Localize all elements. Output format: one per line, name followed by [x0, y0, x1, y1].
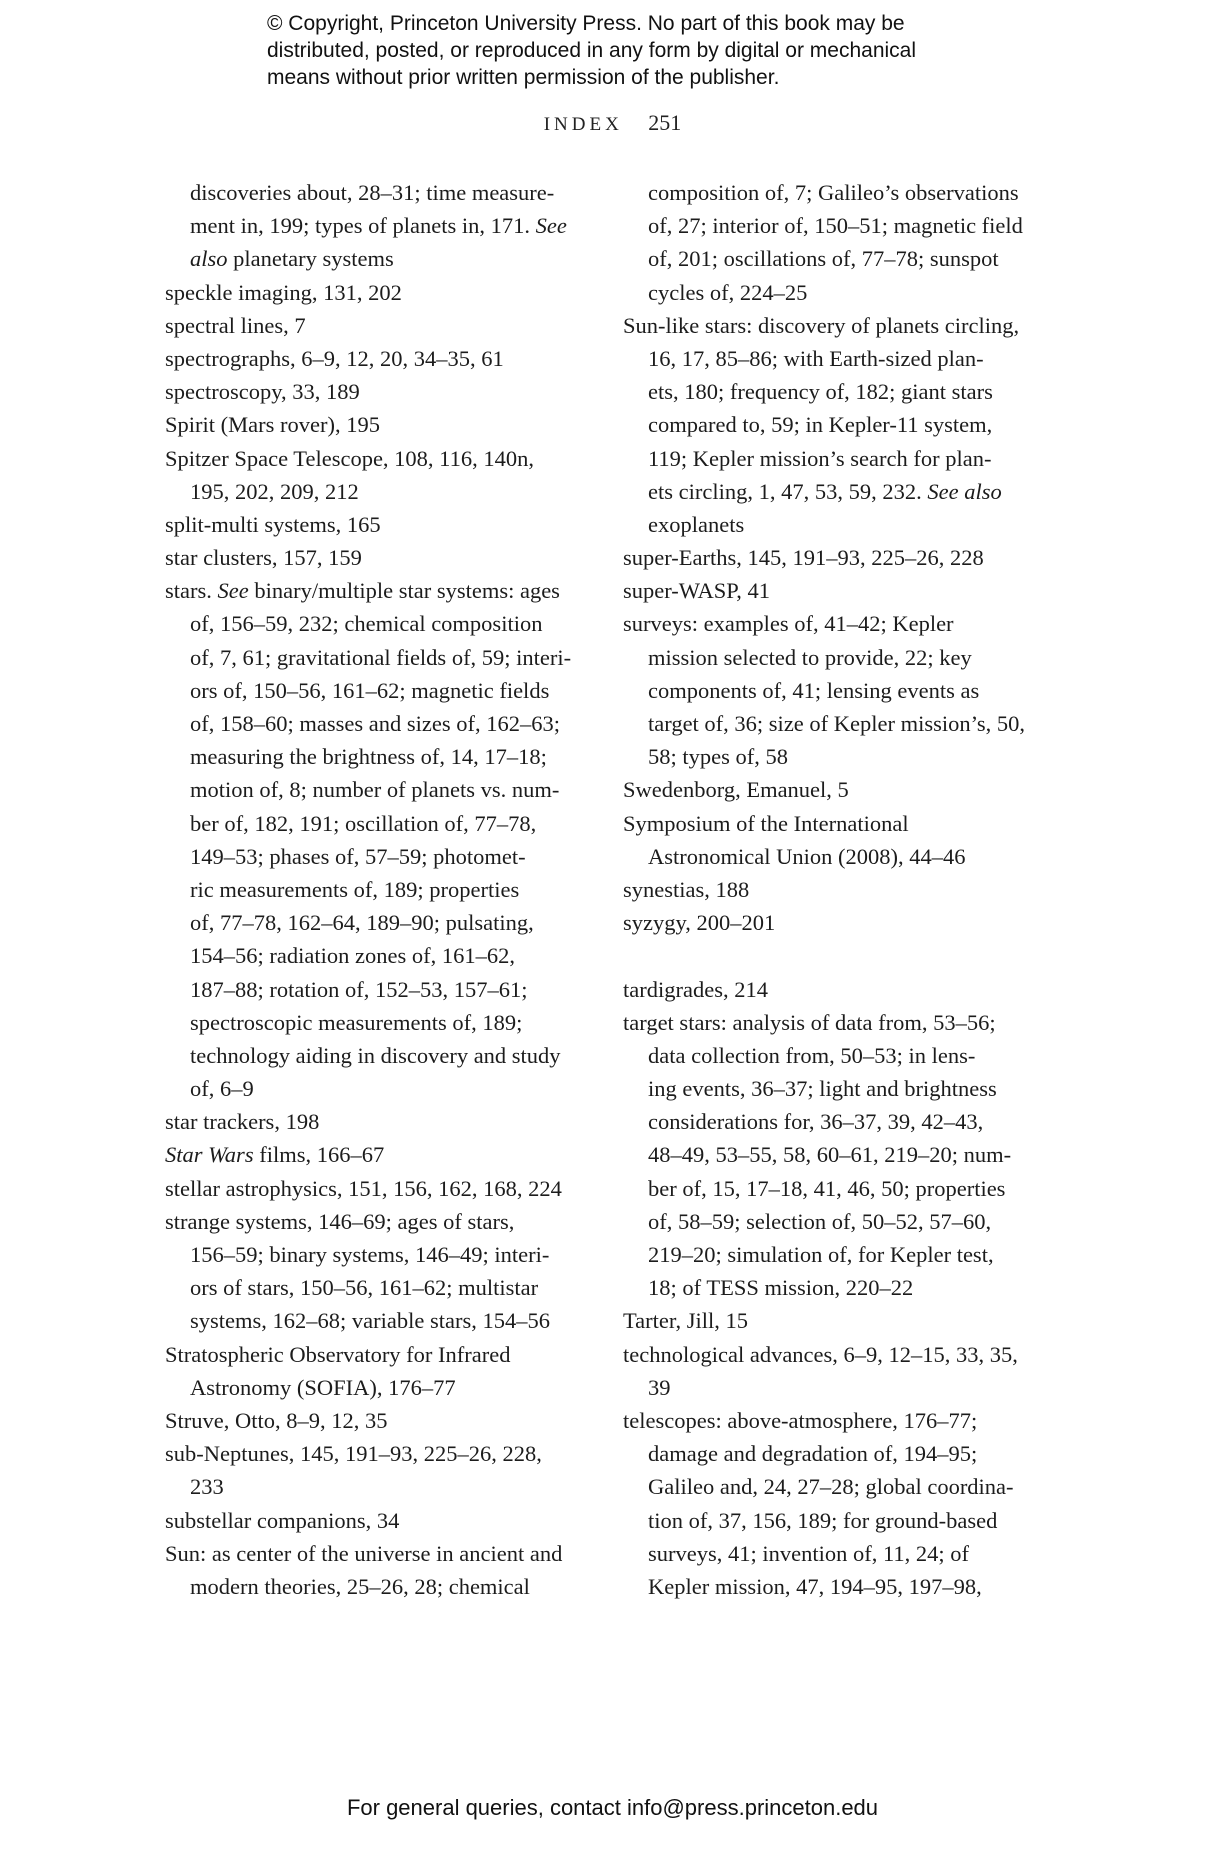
index-subentry-line: considerations for, 36–37, 39, 42–43, — [648, 1109, 984, 1135]
index-subentry-line: surveys, 41; invention of, 11, 24; of — [648, 1540, 970, 1566]
index-subentry-line: 156–59; binary systems, 146–49; interi- — [190, 1242, 550, 1267]
index-entry-line: stellar astrophysics, 151, 156, 162, 168, 224 — [165, 1175, 562, 1201]
copyright-line: means without prior written permission of the publisher. — [267, 66, 780, 89]
index-subentry-line: spectroscopic measurements of, 189; — [190, 1009, 523, 1035]
copyright-line: distributed, posted, or reproduced in any form by digital or mechanical — [267, 39, 917, 62]
index-entry-line: strange systems, 146–69; ages of stars, — [165, 1208, 515, 1234]
index-subentry-line: 149–53; phases of, 57–59; photomet- — [190, 843, 526, 869]
index-column-left — [165, 176, 585, 1603]
index-entry-line: Tarter, Jill, 15 — [623, 1308, 748, 1334]
index-entry-line: speckle imaging, 131, 202 — [165, 279, 402, 305]
index-subentry-line: ors of, 150–56, 161–62; magnetic fields — [190, 677, 550, 703]
index-subentry-line: compared to, 59; in Kepler-11 system, — [648, 412, 993, 438]
index-subentry-line: 18; of TESS mission, 220–22 — [648, 1275, 914, 1301]
index-entry-line: spectroscopy, 33, 189 — [165, 379, 360, 405]
index-subentry-line: Galileo and, 24, 27–28; global coordina- — [648, 1474, 1014, 1500]
copyright-line: © Copyright, Princeton University Press. No part of this book may be — [267, 12, 905, 35]
index-entry-line — [623, 939, 1043, 972]
index-entry-line: super-WASP, 41 — [623, 578, 771, 604]
index-entry-line: Symposium of the International — [623, 810, 909, 836]
index-subentry-line: ors of stars, 150–56, 161–62; multistar — [190, 1275, 539, 1301]
index-subentry-line: also planetary systems — [190, 246, 394, 272]
index-subentry-line: components of, 41; lensing events as — [648, 677, 980, 703]
index-subentry-line: technology aiding in discovery and study — [190, 1042, 561, 1068]
index-subentry-line: ets, 180; frequency of, 182; giant stars — [648, 379, 993, 405]
index-entry-line: technological advances, 6–9, 12–15, 33, 35, — [623, 1341, 1018, 1367]
index-entry-line: target stars: analysis of data from, 53–56; — [623, 1009, 996, 1035]
index-subentry-line: composition of, 7; Galileo’s observations — [648, 180, 1019, 205]
index-subentry-line: 16, 17, 85–86; with Earth-sized plan- — [648, 345, 984, 371]
index-entry-line: Struve, Otto, 8–9, 12, 35 — [165, 1407, 388, 1433]
index-entry-line: tardigrades, 214 — [623, 976, 768, 1002]
index-entry-line: telescopes: above-atmosphere, 176–77; — [623, 1407, 978, 1433]
index-entry-line: spectrographs, 6–9, 12, 20, 34–35, 61 — [165, 345, 504, 371]
index-subentry-line: of, 156–59, 232; chemical composition — [190, 611, 543, 637]
running-head — [0, 110, 1225, 136]
index-subentry-line: of, 58–59; selection of, 50–52, 57–60, — [648, 1208, 992, 1234]
index-subentry-line: tion of, 37, 156, 189; for ground-based — [648, 1507, 998, 1533]
index-subentry-line: discoveries about, 28–31; time measure- — [190, 180, 555, 205]
index-subentry-line: mission selected to provide, 22; key — [648, 644, 972, 670]
index-subentry-line: 39 — [648, 1374, 671, 1400]
index-entry-line: spectral lines, 7 — [165, 312, 306, 338]
index-entry-line: Sun-like stars: discovery of planets circling, — [623, 312, 1020, 338]
section-title: INDEX — [543, 114, 623, 135]
page-number: 251 — [648, 110, 682, 135]
index-column-right — [623, 176, 1043, 1603]
index-subentry-line: target of, 36; size of Kepler mission’s, 50, — [648, 711, 1026, 736]
index-entry-line: surveys: examples of, 41–42; Kepler — [623, 611, 954, 637]
index-subentry-line: of, 27; interior of, 150–51; magnetic field — [648, 213, 1023, 239]
index-subentry-line: data collection from, 50–53; in lens- — [648, 1042, 976, 1068]
index-subentry-line: 154–56; radiation zones of, 161–62, — [190, 943, 515, 969]
index-subentry-line: of, 6–9 — [190, 1076, 254, 1102]
index-entry-line: Stratospheric Observatory for Infrared — [165, 1341, 511, 1367]
index-subentry-line: measuring the brightness of, 14, 17–18; — [190, 744, 547, 770]
index-subentry-line: ment in, 199; types of planets in, 171. See — [190, 213, 567, 239]
index-subentry-line: Kepler mission, 47, 194–95, 197–98, — [648, 1573, 982, 1599]
index-subentry-line: 187–88; rotation of, 152–53, 157–61; — [190, 976, 528, 1002]
index-subentry-line: ing events, 36–37; light and brightness — [648, 1076, 997, 1102]
index-subentry-line: ber of, 182, 191; oscillation of, 77–78, — [190, 810, 537, 836]
index-subentry-line: exoplanets — [648, 511, 745, 537]
index-entry-line: super-Earths, 145, 191–93, 225–26, 228 — [623, 545, 984, 571]
index-entry-line: syzygy, 200–201 — [623, 910, 776, 936]
index-subentry-line: systems, 162–68; variable stars, 154–56 — [190, 1308, 550, 1334]
index-subentry-line: 58; types of, 58 — [648, 744, 788, 770]
copyright-notice — [267, 10, 1027, 91]
index-entry-line: Star Wars films, 166–67 — [165, 1142, 385, 1168]
index-subentry-line: Astronomy (SOFIA), 176–77 — [190, 1374, 456, 1400]
index-entry-line: Sun: as center of the universe in ancient and — [165, 1540, 563, 1566]
index-entry-line: stars. See binary/multiple star systems: ages — [165, 578, 560, 604]
index-subentry-line: 48–49, 53–55, 58, 60–61, 219–20; num- — [648, 1142, 1012, 1168]
index-subentry-line: Astronomical Union (2008), 44–46 — [648, 843, 966, 869]
index-subentry-line: ets circling, 1, 47, 53, 59, 232. See also — [648, 478, 1002, 504]
index-subentry-line: 119; Kepler mission’s search for plan- — [648, 445, 992, 471]
index-subentry-line: cycles of, 224–25 — [648, 279, 808, 305]
index-subentry-line: damage and degradation of, 194–95; — [648, 1441, 978, 1467]
index-entry-line: substellar companions, 34 — [165, 1507, 400, 1533]
index-entry-line: sub-Neptunes, 145, 191–93, 225–26, 228, — [165, 1441, 542, 1467]
index-subentry-line: of, 201; oscillations of, 77–78; sunspot — [648, 246, 999, 272]
index-entry-line: star clusters, 157, 159 — [165, 545, 362, 571]
index-subentry-line: of, 7, 61; gravitational fields of, 59; interi- — [190, 644, 572, 670]
index-subentry-line: of, 158–60; masses and sizes of, 162–63; — [190, 711, 560, 736]
index-entry-line: Swedenborg, Emanuel, 5 — [623, 777, 849, 803]
index-subentry-line: motion of, 8; number of planets vs. num- — [190, 777, 560, 803]
index-entry-line: synestias, 188 — [623, 876, 750, 902]
index-entry-line: Spirit (Mars rover), 195 — [165, 412, 380, 438]
index-entry-line: split-multi systems, 165 — [165, 511, 381, 537]
index-subentry-line: 219–20; simulation of, for Kepler test, — [648, 1242, 994, 1267]
index-subentry-line: modern theories, 25–26, 28; chemical — [190, 1573, 530, 1599]
footer-contact: For general queries, contact info@press.princeton.edu — [346, 1795, 879, 1820]
index-entry-line: Spitzer Space Telescope, 108, 116, 140n, — [165, 445, 534, 471]
index-subentry-line: 233 — [190, 1474, 224, 1500]
index-subentry-line: ber of, 15, 17–18, 41, 46, 50; properties — [648, 1175, 1006, 1201]
index-subentry-line: of, 77–78, 162–64, 189–90; pulsating, — [190, 910, 534, 936]
index-entry-line: star trackers, 198 — [165, 1109, 320, 1135]
index-subentry-line: 195, 202, 209, 212 — [190, 478, 359, 504]
index-subentry-line: ric measurements of, 189; properties — [190, 876, 520, 902]
